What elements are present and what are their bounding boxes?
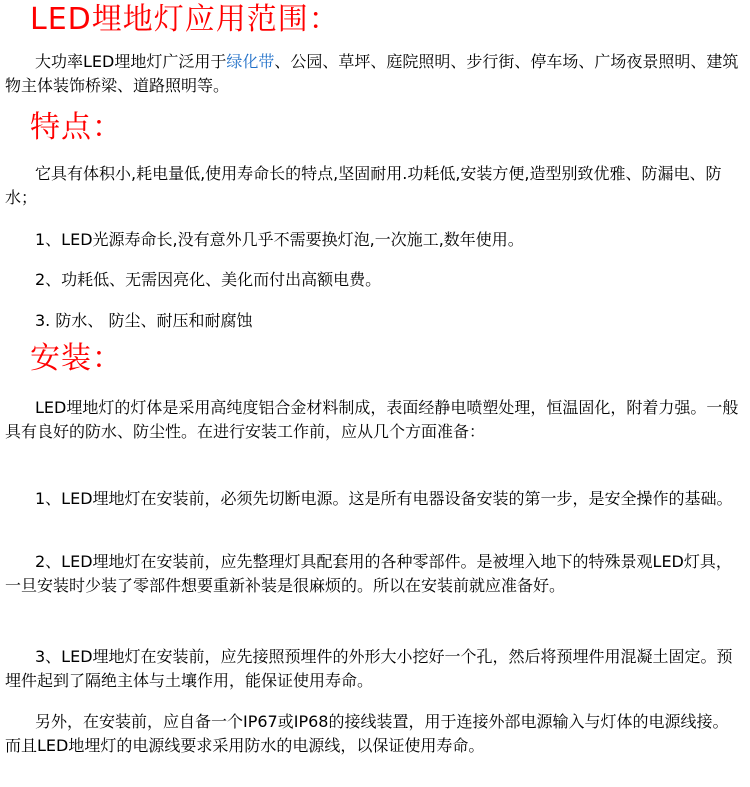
install-intro-text: LED埋地灯的灯体是采用高纯度铝合金材料制成，表面经静电喷塑处理，恒温固化，附着力强。一般具有良好的防水、防尘性。在进行安装工作前，应从几个方面准备： (5, 398, 739, 441)
features-item-text: 3. 防水、 防尘、耐压和耐腐蚀 (35, 311, 253, 330)
install-closing (5, 710, 743, 758)
features-heading: 特点： (30, 110, 123, 145)
install-closing-text: 另外，在安装前，应自备一个IP67或IP68的接线装置，用于连接外部电源输入与灯体的电源线接。而且LED地埋灯的电源线要求采用防水的电源线，以保证使用寿命。 (5, 712, 729, 755)
features-item-text: 2、功耗低、无需因亮化、美化而付出高额电费。 (35, 270, 382, 289)
scope-paragraph (5, 50, 743, 98)
scope-heading: LED埋地灯应用范围： (30, 2, 340, 37)
install-item-text: 1、LED埋地灯在安装前，必须先切断电源。这是所有电器设备安装的第一步，是安全操作的基础。 (35, 489, 733, 508)
install-heading: 安装： (30, 341, 123, 376)
scope-text-before: 大功率LED埋地灯广泛用于 (35, 52, 227, 71)
install-item-1 (5, 487, 743, 511)
features-intro (5, 162, 743, 210)
install-item-text: 2、LED埋地灯在安装前，应先整理灯具配套用的各种零部件。是被埋入地下的特殊景观LED灯具，一旦安装时少装了零部件想要重新补装是很麻烦的。所以在安装前就应准备好。 (5, 552, 732, 595)
features-item-3 (5, 309, 743, 333)
install-item-text: 3、LED埋地灯在安装前，应先接照预埋件的外形大小挖好一个孔，然后将预埋件用混凝土固定。预埋件起到了隔绝主体与土壤作用，能保证使用寿命。 (5, 647, 733, 690)
features-item-2 (5, 268, 743, 292)
install-intro (5, 396, 743, 444)
scope-highlight-link[interactable]: 绿化带 (226, 52, 275, 71)
features-intro-text: 它具有体积小,耗电量低,使用寿命长的特点,坚固耐用.功耗低,安装方便,造型别致优雅、防漏电、防水； (5, 164, 722, 207)
features-item-1 (5, 228, 743, 252)
features-item-text: 1、LED光源寿命长,没有意外几乎不需要换灯泡,一次施工,数年使用。 (35, 230, 524, 249)
scope-text-after: 、公园、草坪、庭院照明、步行街、停车场、广场夜景照明、建筑物主体装饰桥梁、道路照明等。 (5, 52, 739, 95)
install-item-2 (5, 550, 743, 598)
install-item-3 (5, 645, 743, 693)
